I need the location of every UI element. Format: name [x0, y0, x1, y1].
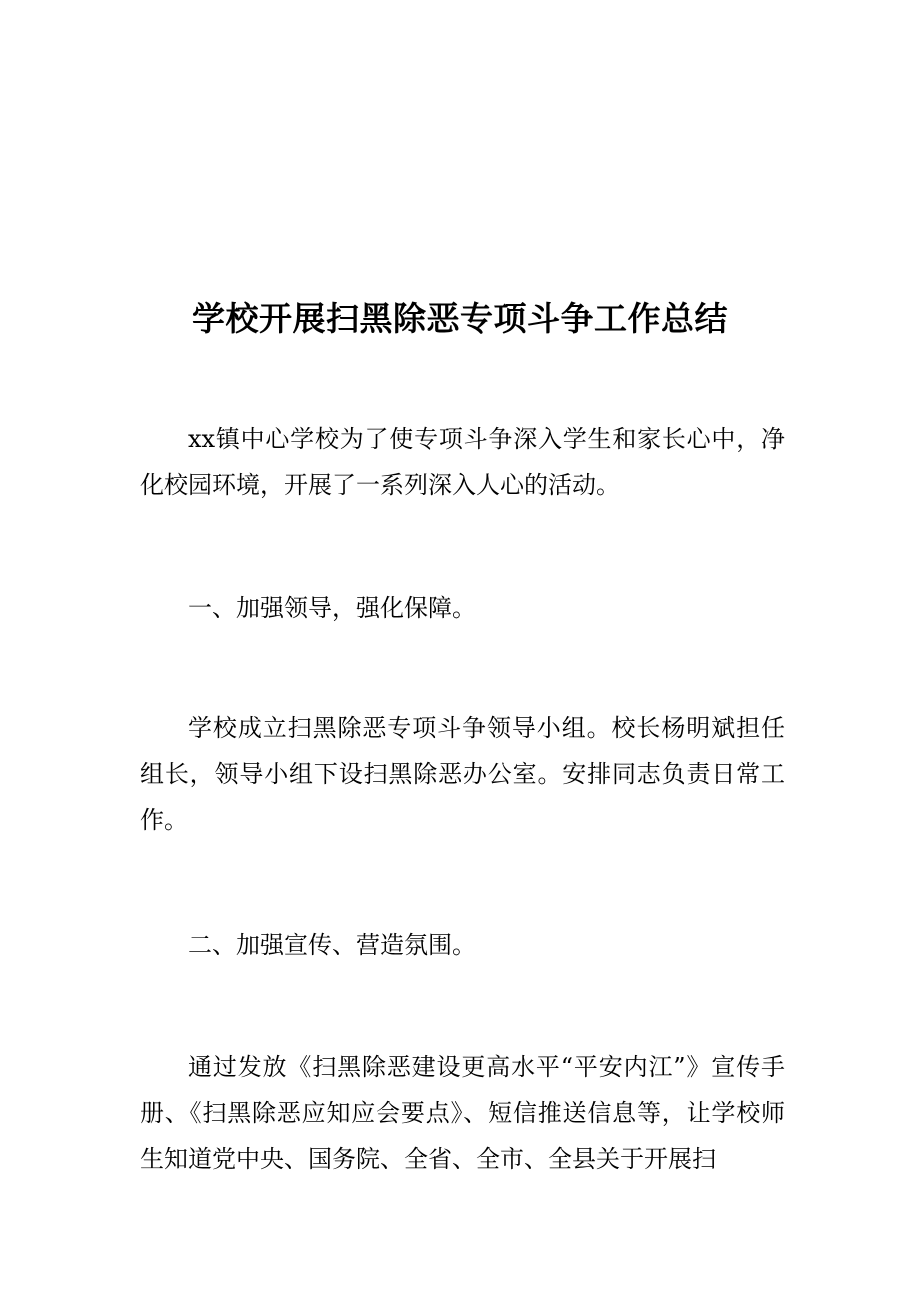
document-title: 学校开展扫黑除恶专项斗争工作总结: [192, 299, 728, 338]
intro-paragraph: xx镇中心学校为了使专项斗争深入学生和家长心中，净化校园环境，开展了一系列深入人心的活动。: [140, 425, 785, 499]
section-heading-2: 二、加强宣传、营造氛围。: [188, 931, 476, 959]
section-2-paragraph: 通过发放《扫黑除恶建设更高水平“平安内江”》宣传手册、《扫黑除恶应知应会要点》、短信推送信息等，让学校师生知道党中央、国务院、全省、全市、全县关于开展扫: [140, 1053, 785, 1173]
section-1-paragraph: 学校成立扫黑除恶专项斗争领导小组。校长杨明斌担任组长，领导小组下设扫黑除恶办公室。安排同志负责日常工作。: [140, 714, 785, 834]
section-heading-1: 一、加强领导，强化保障。: [188, 594, 476, 622]
